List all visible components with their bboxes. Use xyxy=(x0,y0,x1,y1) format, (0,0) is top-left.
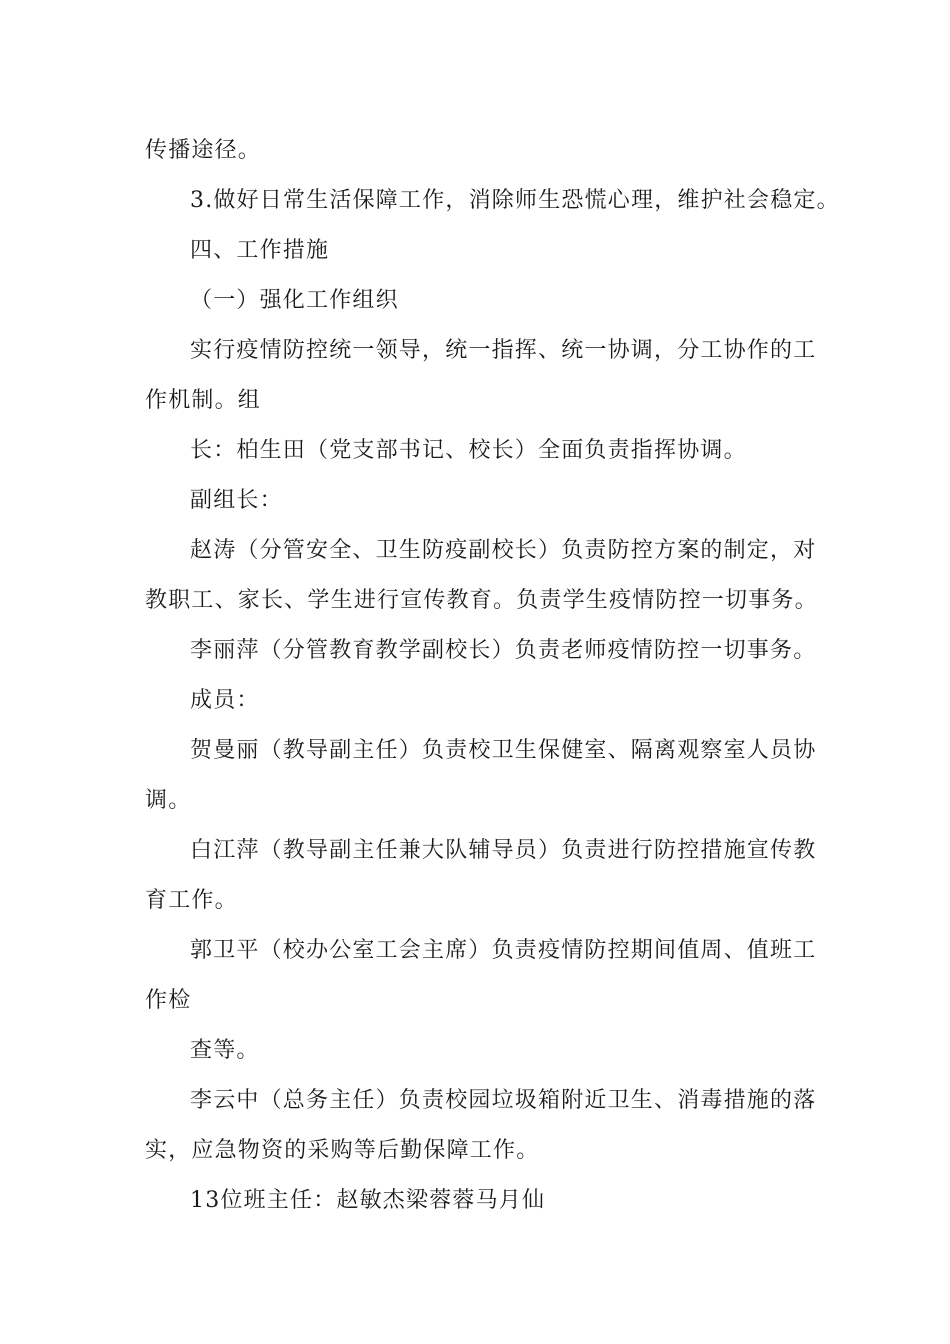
text-line: 副组长： xyxy=(190,488,283,513)
text-line: 李云中（总务主任）负责校园垃圾箱附近卫生、消毒措施的落 xyxy=(190,1088,817,1113)
text-line: 白江萍（教导副主任兼大队辅导员）负责进行防控措施宣传教 xyxy=(190,838,817,863)
text-line: 作机制。组 xyxy=(145,388,262,413)
text-line: 作检 xyxy=(145,988,192,1013)
text-line: 3.做好日常生活保障工作，消除师生恐慌心理，维护社会稳定。 xyxy=(190,188,840,213)
text-line: 李丽萍（分管教育教学副校长）负责老师疫情防控一切事务。 xyxy=(190,638,817,663)
text-line: 实行疫情防控统一领导，统一指挥、统一协调，分工协作的工 xyxy=(190,338,817,363)
text-line: 长：柏生田（党支部书记、校长）全面负责指挥协调。 xyxy=(190,438,747,463)
section-heading: 四、工作措施 xyxy=(190,238,330,263)
text-line: 赵涛（分管安全、卫生防疫副校长）负责防控方案的制定，对 xyxy=(190,538,817,563)
text-line: 传播途径。 xyxy=(145,138,262,163)
text-line: 调。 xyxy=(145,788,192,813)
text-line: 13位班主任：赵敏杰梁蓉蓉马月仙 xyxy=(190,1188,546,1213)
text-line: 实，应急物资的采购等后勤保障工作。 xyxy=(145,1138,540,1163)
text-line: 成员： xyxy=(190,688,260,713)
text-line: 贺曼丽（教导副主任）负责校卫生保健室、隔离观察室人员协 xyxy=(190,738,817,763)
text-line: 查等。 xyxy=(190,1038,260,1063)
text-line: 郭卫平（校办公室工会主席）负责疫情防控期间值周、值班工 xyxy=(190,938,817,963)
text-line: 教职工、家长、学生进行宣传教育。负责学生疫情防控一切事务。 xyxy=(145,588,818,613)
subsection-heading: （一）强化工作组织 xyxy=(190,288,399,313)
text-line: 育工作。 xyxy=(145,888,238,913)
